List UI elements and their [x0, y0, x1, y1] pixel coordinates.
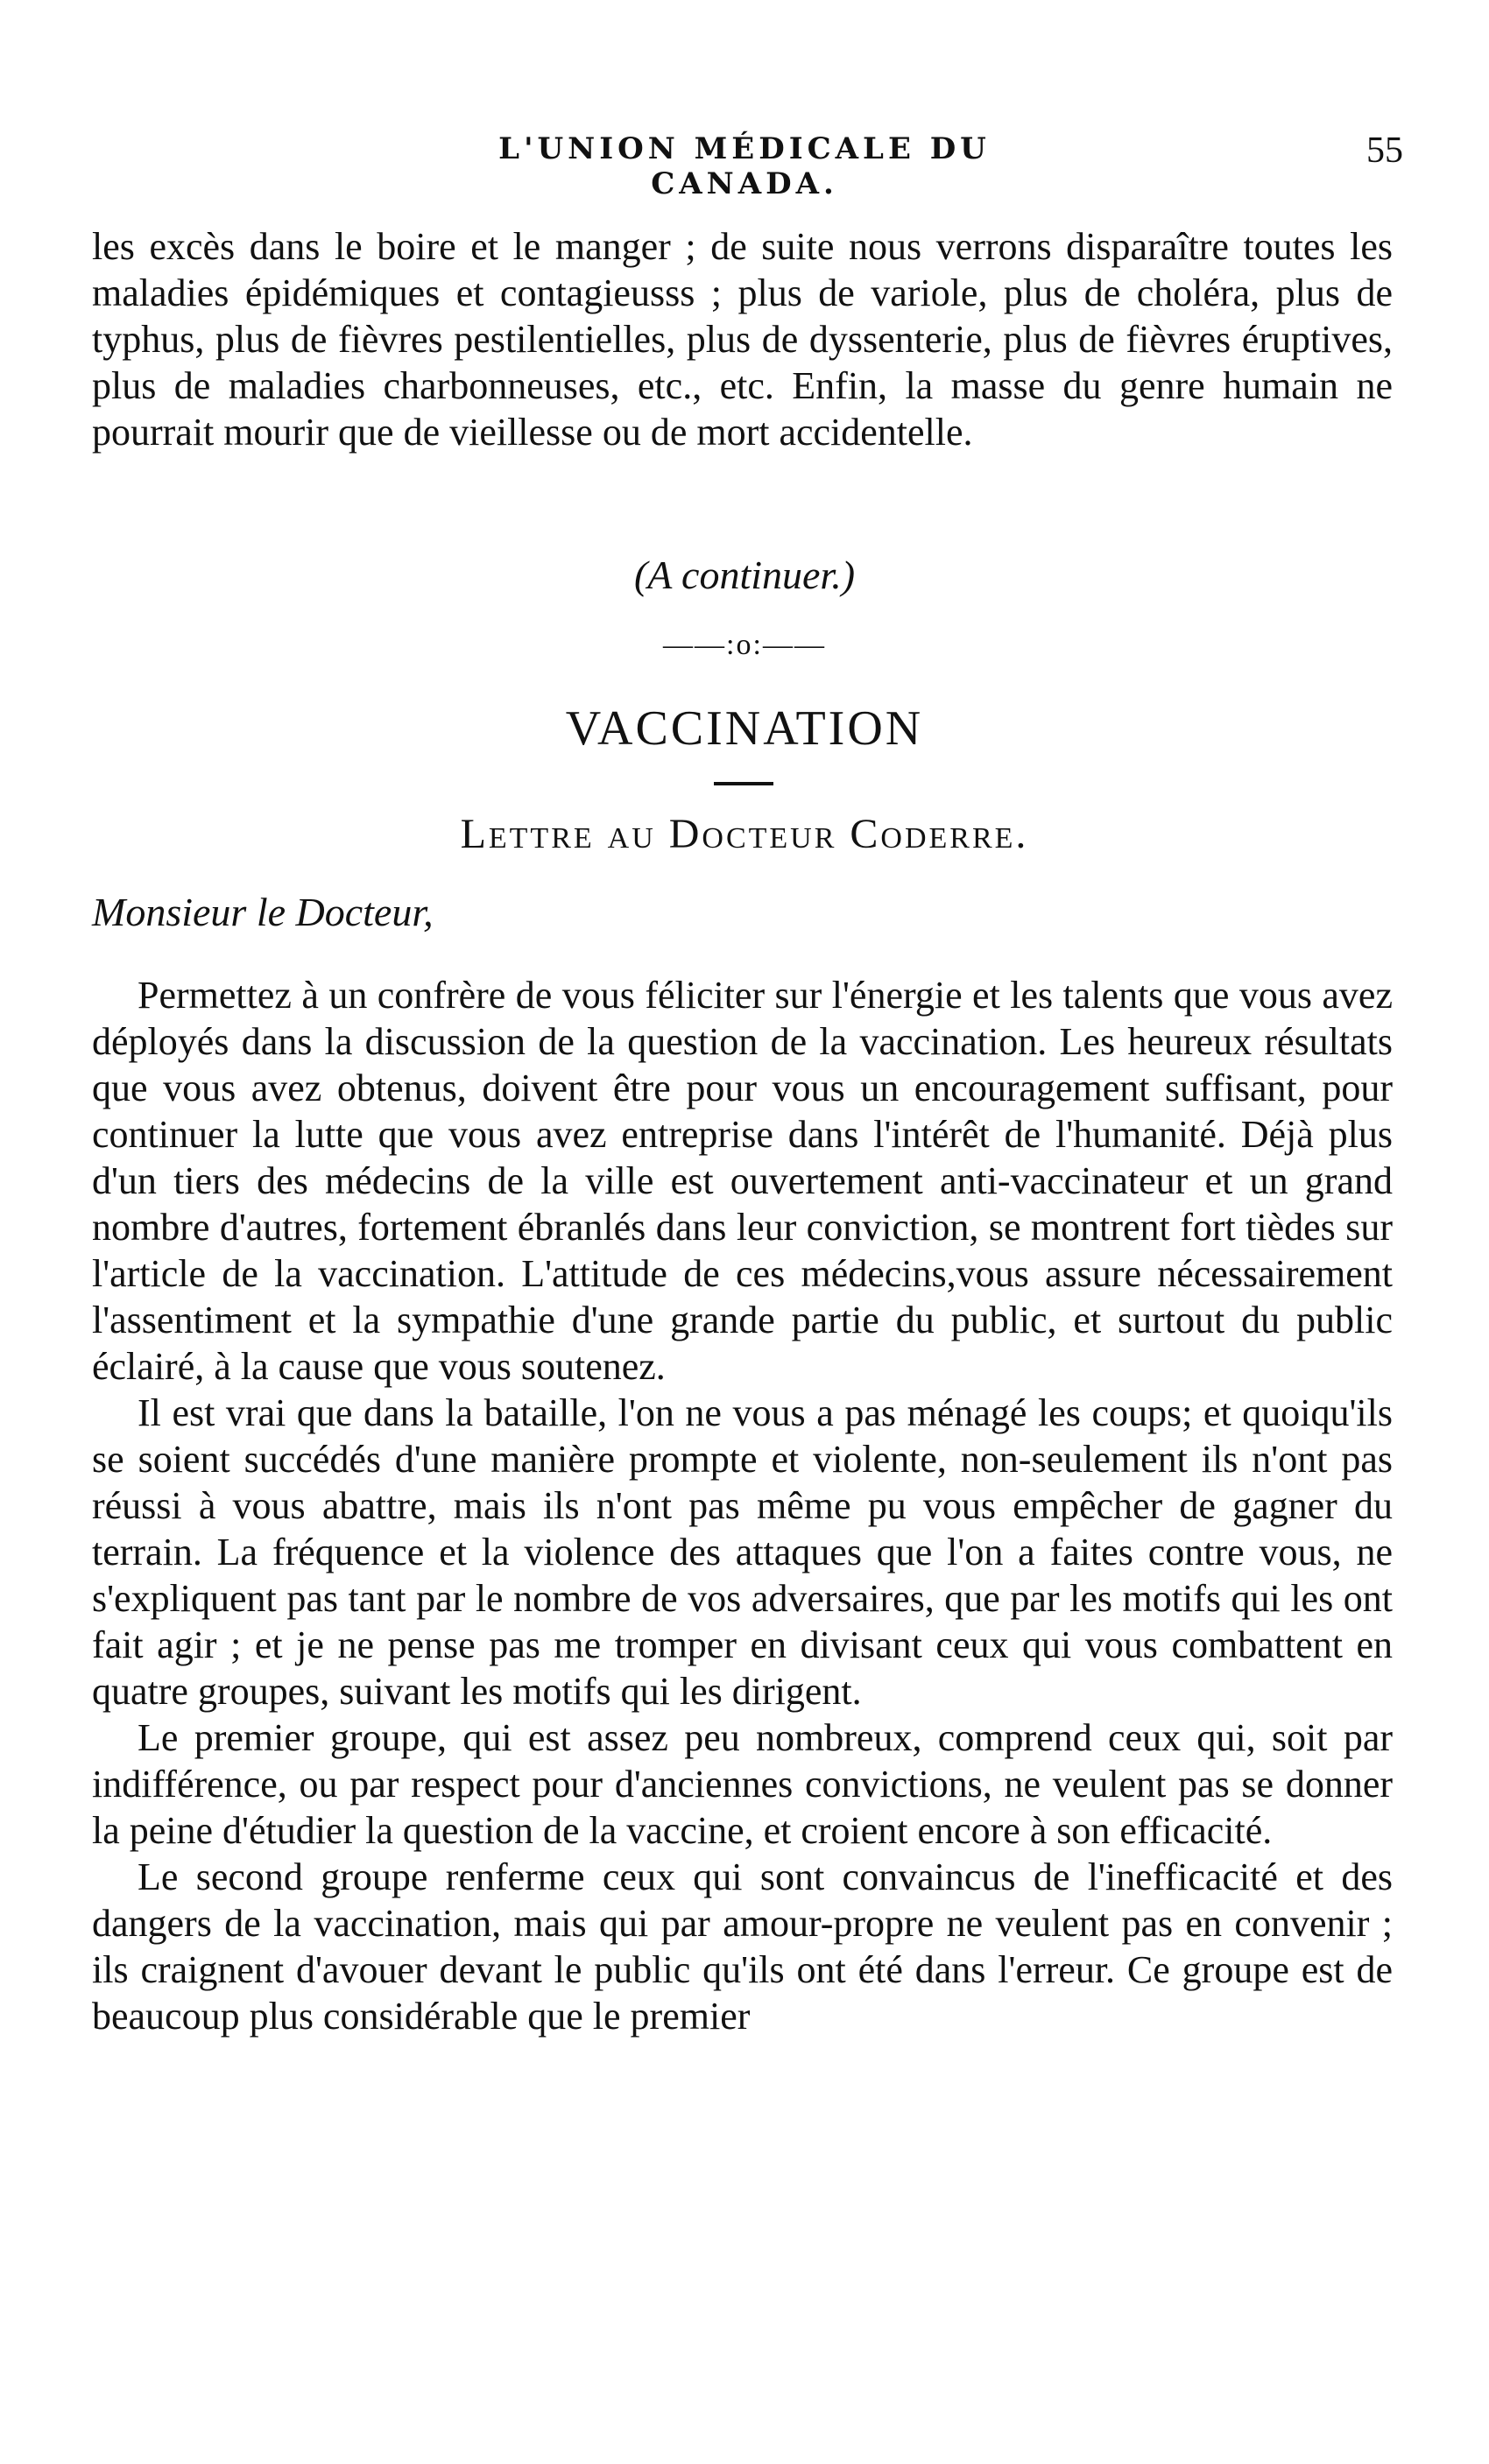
letter-body — [92, 972, 1393, 2039]
paragraph: Le second groupe renferme ceux qui sont convaincus de l'inefficacité et des dangers de la vaccination, mais qui par amour-propre ne veulent pas en convenir ; ils craignent d'avouer devant le public qu'ils ont été dans l'erreur. Ce groupe est de beaucoup plus considérable que le premier — [92, 1855, 1393, 2038]
page-number: 55 — [1366, 130, 1403, 171]
intro-paragraph — [92, 223, 1393, 521]
continued-note: (A continuer.) — [633, 553, 856, 597]
running-title: L'UNION MÉDICALE DU CANADA. — [498, 131, 991, 201]
letter-heading: Lettre au Docteur Coderre. — [460, 811, 1029, 857]
paragraph: Le premier groupe, qui est assez peu nombreux, comprend ceux qui, soit par indifférence, ou par respect pour d'anciennes convictions, ne veulent pas se donner la peine d'étudier la question de la vaccine, et croient encore à son efficacité. — [92, 1716, 1393, 1852]
article-title: VACCINATION — [565, 701, 924, 756]
section-separator: ——:o:—— — [663, 629, 826, 661]
intro-text: les excès dans le boire et le manger ; de suite nous verrons disparaître toutes les maladies épidémiques et contagieusss ; plus de variole, plus de choléra, plus de typhus, plus de fièvres pestilentielles, plus de dyssenterie, plus de fièvres éruptives, plus de maladies charbonneuses, etc., etc. Enfin, la masse du genre humain ne pourrait mourir que de vieillesse ou de mort accidentelle. — [92, 225, 1393, 454]
paragraph: Il est vrai que dans la bataille, l'on ne vous a pas ménagé les coups; et quoiqu'ils se soient succédés d'une manière prompte et violente, non-seulement ils n'ont pas réussi à vous abattre, mais ils n'ont pas même pu vous empêcher de gagner du terrain. La fréquence et la violence des attaques que l'on a faites contre vous, ne s'expliquent pas tant par le nombre de vos adversaires, que par les motifs qui les ont fait agir ; et je ne pense pas me tromper en divisant ceux qui vous combattent en quatre groupes, suivant les motifs qui les dirigent. — [92, 1391, 1393, 1713]
paragraph: Permettez à un confrère de vous féliciter sur l'énergie et les talents que vous avez déployés dans la discussion de la question de la vaccination. Les heureux résultats que vous avez obtenus, doivent être pour vous un encouragement suffisant, pour continuer la lutte que vous avez entreprise dans l'intérêt de l'humanité. Déjà plus d'un tiers des médecins de la ville est ouvertement anti-vaccinateur et un grand nombre d'autres, fortement ébranlés dans leur conviction, se montrent fort tièdes sur l'article de la vaccination. L'attitude de ces médecins,vous assure nécessairement l'assentiment et la sympathie d'une grande partie du public, et surtout du public éclairé, à la cause que vous soutenez. — [92, 974, 1393, 1388]
title-rule — [714, 782, 773, 785]
salutation: Monsieur le Docteur, — [92, 890, 434, 934]
